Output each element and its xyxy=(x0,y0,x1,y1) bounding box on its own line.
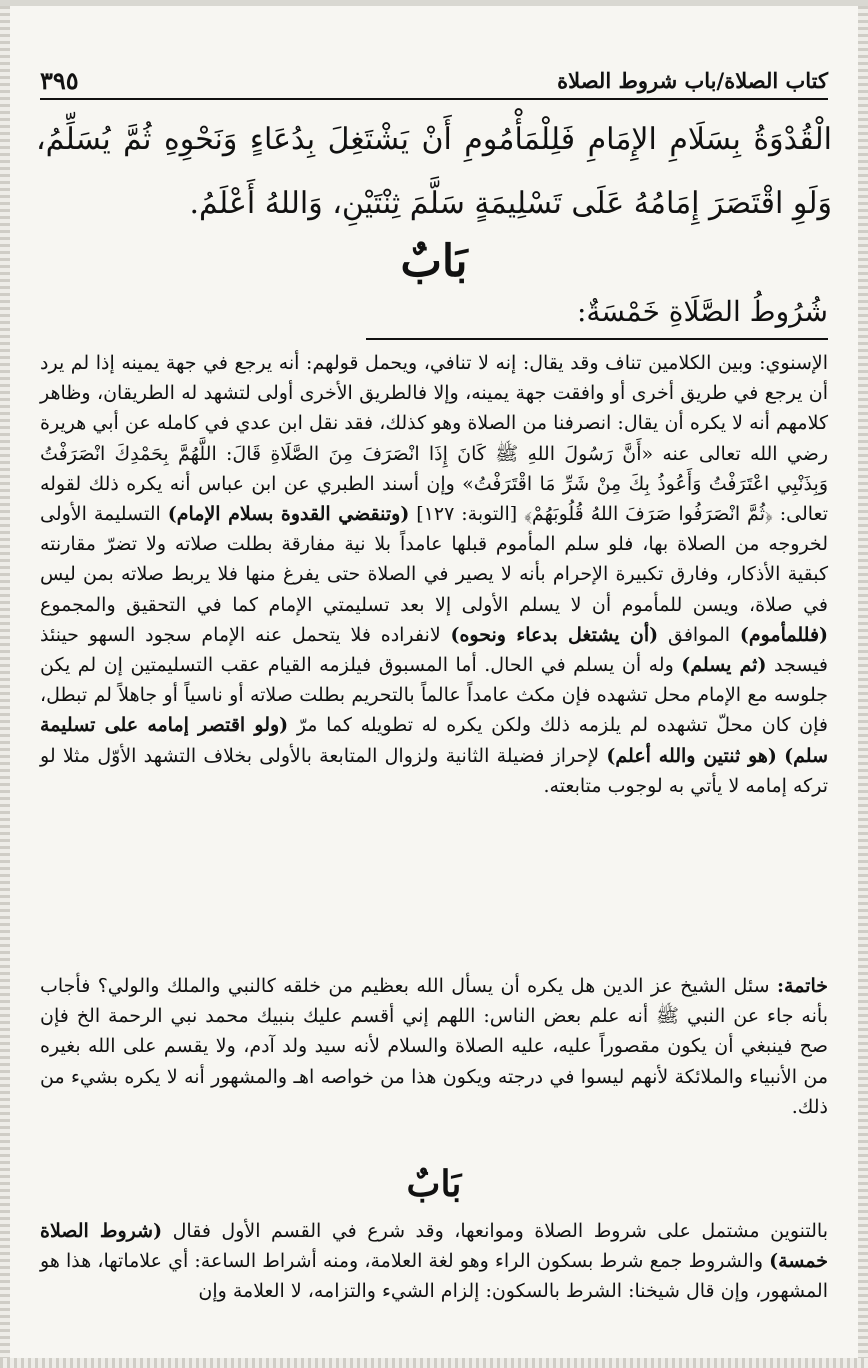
matn-quote: (شروط الصلاة خمسة) xyxy=(40,1220,828,1273)
commentary-paragraph-3 xyxy=(40,1216,828,1307)
matn-quote: (ثم يسلم) xyxy=(681,654,767,677)
khatima-label: خاتمة: xyxy=(776,975,828,997)
matn-text: الْقُدْوَةُ بِسَلَامِ الإِمَامِ فَلِلْمَأْمُومِ أَنْ يَشْتَغِلَ بِدُعَاءٍ وَنَحْوِهِ ثُمَّ يُسَلِّمُ، وَلَوِ اقْتَصَرَ إِمَامُهُ عَلَى تَسْلِيمَةٍ سَلَّمَ ثِنْتَيْنِ، وَاللهُ أَعْلَمُ. xyxy=(36,122,832,221)
commentary-text: الإسنوي: وبين الكلامين تناف وقد يقال: إنه لا تنافي، ويحمل قولهم: أنه يرجع في جهة يمينه إذا لم يرد أن يرجع في طريق أخرى أو وافقت جهة يمينه، وإلا فالطريق الأخرى أولى لتشهد له الطريقان، وظاهر كلامهم أنه لا يكره أن يقال: انصرفنا من الصلاة وهو كذلك، فقد نقل ابن عدي في كامله عن أبي هريرة رضي الله تعالى عنه «أَنَّ رَسُولَ اللهِ ﷺ كَانَ إِذَا انْصَرَفَ مِنَ الصَّلَاةِ قَالَ: اللَّهُمَّ بِحَمْدِكَ انْصَرَفْتُ وَبِذَنْبِي اعْتَرَفْتُ وَأَعُوذُ بِكَ مِنْ شَرِّ مَا اقْتَرَفْتُ» وإن أسند الطبري عن ابن عباس أنه يكره ذلك لقوله تعالى: ﴿ثُمَّ انْصَرَفُوا صَرَفَ اللهُ قُلُوبَهُمْ﴾ [التوبة: ١٢٧] xyxy=(40,352,828,526)
matn-quote: (فللمأموم) xyxy=(739,623,829,646)
matn-quote: (وتنقضي القدوة بسلام الإمام) xyxy=(167,503,410,526)
commentary-paragraph-1 xyxy=(40,348,828,801)
running-title: كتاب الصلاة/باب شروط الصلاة xyxy=(557,67,828,93)
page-edge-right xyxy=(858,6,868,1368)
matn-quote: (أن يشتغل بدعاء ونحوه) xyxy=(450,623,659,646)
commentary-text: لإحراز فضيلة الثانية ولزوال المتابعة بالأولى بخلاف التشهد الأوّل مثلا لو تركه إمامه لا يأتي به لوجوب متابعته. xyxy=(40,744,828,797)
matn-quote: (هو ثنتين والله أعلم) xyxy=(606,744,777,767)
commentary-text: سئل الشيخ عز الدين هل يكره أن يسأل الله بعظيم من خلقه كالنبي والملك والولي؟ فأجاب بأنه جاء عن النبي ﷺ أنه علم بعض الناس: اللهم إني أقسم عليك بنبيك محمد نبي الرحمة الخ فإن صح فينبغي أن يكون مقصوراً عليه، عليه الصلاة والسلام لأنه سيد ولد آدم، ولا يقسم على الله بغيره من الأنبياء والملائكة لأنهم ليسوا في درجته ويكون هذا من خواصه اهـ والمشهور أنه لا يكره بشيء من ذلك. xyxy=(40,975,828,1118)
page-number: ٣٩٥ xyxy=(40,65,79,95)
matn-quote: (ولو اقتصر إمامه على تسليمة سلم) xyxy=(40,714,828,767)
page-edge-bottom xyxy=(0,1358,868,1368)
section-title-2: بَابٌ xyxy=(406,1163,462,1205)
commentary-text: والشروط جمع شرط بسكون الراء وهو لغة العلامة، ومنه أشراط الساعة: أي علاماتها، هذا هو المشهور، وإن قال شيخنا: الشرط بالسكون: إلزام الشيء والتزامه، لا العلامة وإن xyxy=(40,1250,828,1303)
page-header xyxy=(40,62,828,100)
commentary-text: بالتنوين مشتمل على شروط الصلاة وموانعها، وقد شرع في القسم الأول فقال xyxy=(172,1220,829,1242)
section-subheading: شُرُوطُ الصَّلَاةِ خَمْسَةٌ: xyxy=(576,295,828,328)
section-title: بَابٌ xyxy=(400,236,468,287)
separator-rule xyxy=(366,338,828,340)
commentary-text: التسليمة الأولى لخروجه من الصلاة بها، فلو سلم المأموم قبلها عامداً بلا نية مفارقة بطلت صلاته ولا تضرّ مقارنته كبقية الأذكار، وفارق تكبيرة الإحرام بأنه لا يصير في الصلاة حتى يفرغ منها فلا يربط صلاته بمن ليس في صلاة، ويسن للمأموم أن لا يسلم الأولى إلا بعد تسليمتي الإمام كما في التحقيق والمجموع xyxy=(40,503,828,616)
commentary-text: الموافق xyxy=(667,623,731,646)
commentary-text: وله أن يسلم في الحال. أما المسبوق فيلزمه القيام عقب التسليمتين إن لم يكن جلوسه مع الإمام محل تشهده فإن مكث عامداً عالماً بالتحريم بطلت صلاته أو ناسياً أو جاهلاً لم تبطل، فإن كان محلّ تشهده لم يلزمه ذلك ولكن يكره له تطويله كما مرّ xyxy=(40,654,828,737)
commentary-paragraph-2 xyxy=(40,971,828,1122)
commentary-text: لانفراده فلا يتحمل عنه الإمام سجود السهو حينئذ فيسجد xyxy=(40,623,828,677)
page-edge-left xyxy=(0,6,10,1368)
